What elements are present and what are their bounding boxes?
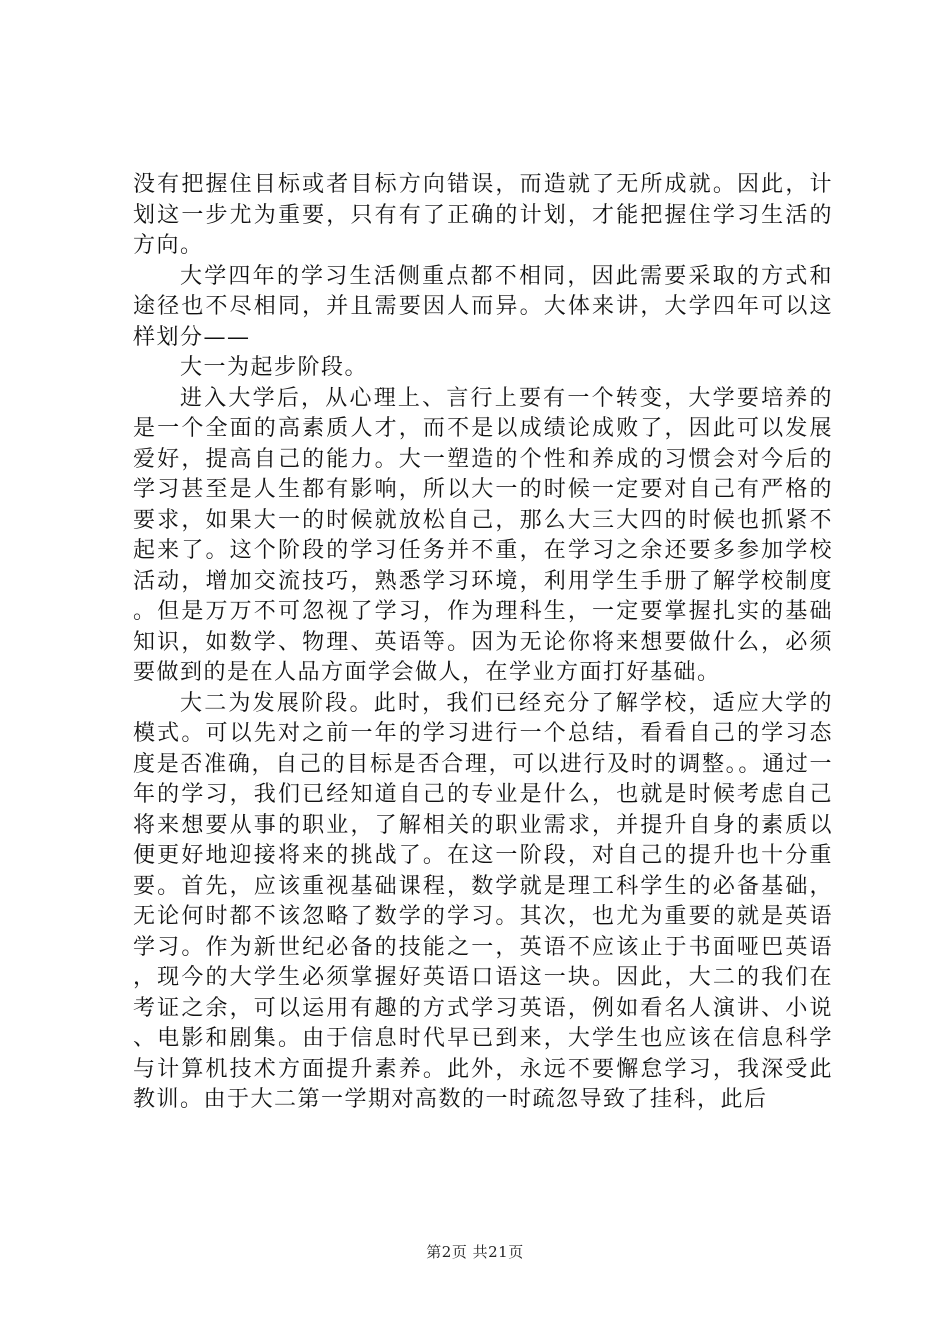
paragraph-sophomore-detail: 大二为发展阶段。此时，我们已经充分了解学校，适应大学的模式。可以先对之前一年的学习进行一个总结，看看自己的学习态度是否准确，自己的目标是否合理，可以进行及时的调整。。通过一年的学习，我们已经知道自己的专业是什么，也就是时候考虑自己将来想要从事的职业，了解相关的职业需求，并提升自身的素质以便更好地迎接将来的挑战了。在这一阶段，对自己的提升也十分重要。首先，应该重视基础课程，数学就是理工科学生的必备基础，无论何时都不该忽略了数学的学习。其次，也尤为重要的就是英语学习。作为新世纪必备的技能之一，英语不应该止于书面哑巴英语，现今的大学生必须掌握好英语口语这一块。因此，大二的我们在考证之余，可以运用有趣的方式学习英语，例如看名人演讲、小说、电影和剧集。由于信息时代早已到来，大学生也应该在信息科学与计算机技术方面提升素养。此外，永远不要懈怠学习，我深受此教训。由于大二第一学期对高数的一时疏忽导致了挂科，此后 [133,690,833,1112]
page-number-footer: 第2页 共21页 [426,1243,524,1261]
document-body [133,170,833,1116]
paragraph-freshman-heading: 大一为起步阶段。 [180,355,369,380]
paragraph-four-years-overview: 大学四年的学习生活侧重点都不相同，因此需要采取的方式和途径也不尽相同，并且需要因人而异。大体来讲，大学四年可以这样划分—— [133,263,833,350]
paragraph-continued: 没有把握住目标或者目标方向错误，而造就了无所成就。因此，计划这一步尤为重要，只有有了正确的计划，才能把握住学习生活的方向。 [133,172,833,258]
paragraph-freshman-detail: 进入大学后，从心理上、言行上要有一个转变，大学要培养的是一个全面的高素质人才，而不是以成绩论成败了，因此可以发展爱好，提高自己的能力。大一塑造的个性和养成的习惯会对今后的学习甚至是人生都有影响，所以大一的时候一定要对自己有严格的要求，如果大一的时候就放松自己，那么大三大四的时候也抓紧不起来了。这个阶段的学习任务并不重，在学习之余还要多参加学校活动，增加交流技巧，熟悉学习环境，利用学生手册了解学校制度。但是万万不可忽视了学习，作为理科生，一定要掌握扎实的基础知识，如数学、物理、英语等。因为无论你将来想要做什么，必须要做到的是在人品方面学会做人，在学业方面打好基础。 [133,385,833,685]
